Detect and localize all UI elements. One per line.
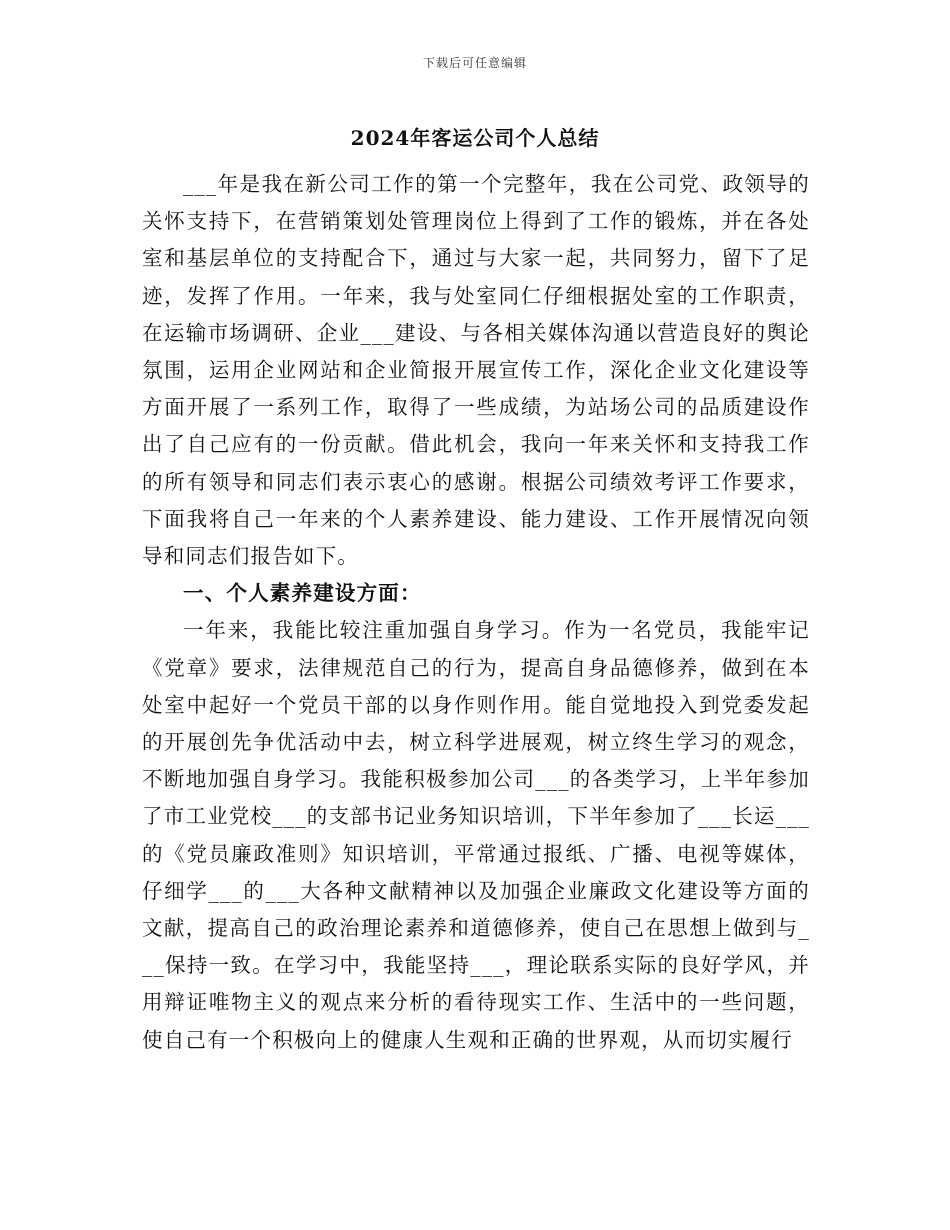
document-title: 2024年客运公司个人总结: [350, 126, 600, 150]
document-body: [142, 166, 810, 1059]
page-header: 下载后可任意编辑: [422, 56, 527, 70]
intro-paragraph: ___年是我在新公司工作的第一个完整年，我在公司党、政领导的关怀支持下，在营销策划处管理岗位上得到了工作的锻炼，并在各处室和基层单位的支持配合下，通过与大家一起，共同努力，留下了足迹，发挥了作用。一年来，我与处室同仁仔细根据处室的工作职责，在运输市场调研、企业___建设、与各相关媒体沟通以营造良好的舆论氛围，运用企业网站和企业简报开展宣传工作，深化企业文化建设等方面开展了一系列工作，取得了一些成绩，为站场公司的品质建设作出了自己应有的一份贡献。借此机会，我向一年来关怀和支持我工作的所有领导和同志们表示衷心的感谢。根据公司绩效考评工作要求，下面我将自己一年来的个人素养建设、能力建设、工作开展情况向领导和同志们报告如下。: [142, 172, 810, 569]
section-paragraph: 一年来，我能比较注重加强自身学习。作为一名党员，我能牢记《党章》要求，法律规范自己的行为，提高自身品德修养，做到在本处室中起好一个党员干部的以身作则作用。能自觉地投入到党委发起的开展创先争优活动中去，树立科学进展观，树立终生学习的观念，不断地加强自身学习。我能积极参加公司___的各类学习，上半年参加了市工业党校___的支部书记业务知识培训，下半年参加了___长运___的《党员廉政准则》知识培训，平常通过报纸、广播、电视等媒体，仔细学___的___大各种文献精神以及加强企业廉政文化建设等方面的文献，提高自己的政治理论素养和道德修养，使自己在思想上做到与___保持一致。在学习中，我能坚持___，理论联系实际的良好学风，并用辩证唯物主义的观点来分析的看待现实工作、生活中的一些问题，使自己有一个积极向上的健康人生观和正确的世界观，从而切实履行: [142, 618, 810, 1052]
section-heading: 一、个人素养建设方面：: [183, 581, 422, 606]
